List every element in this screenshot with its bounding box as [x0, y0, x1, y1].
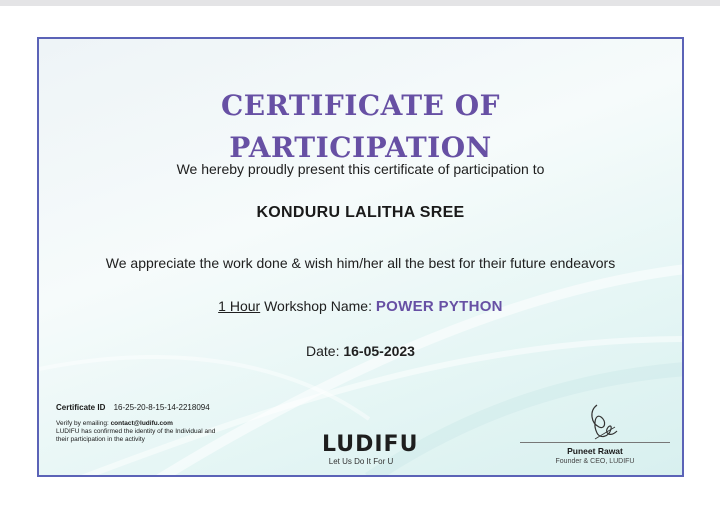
presentation-text: We hereby proudly present this certificate of participation to	[176, 161, 545, 177]
verify-prefix: Verify by emailing:	[56, 420, 109, 427]
workshop-line	[39, 298, 682, 315]
signatory-name: Puneet Rawat	[567, 446, 623, 456]
certificate-id-value: 16-25-20-8-15-14-2218094	[113, 403, 210, 412]
verify-email: contact@ludifu.com	[110, 420, 173, 427]
certificate-title-line1: CERTIFICATE OF	[221, 89, 500, 122]
verify-text: LUDIFU has confirmed the identity of the Individual and their participation in the activity	[56, 428, 216, 443]
workshop-name: POWER PYTHON	[375, 298, 503, 315]
certificate	[37, 37, 684, 477]
recipient-name: KONDURU LALITHA SREE	[256, 204, 465, 221]
workshop-label: Workshop Name:	[264, 298, 372, 314]
date-line	[39, 343, 682, 359]
appreciation-text: We appreciate the work done & wish him/her all the best for their future endeavors	[105, 255, 616, 271]
logo-wordmark: LUDIFU	[322, 432, 419, 457]
certificate-id-label: Certificate ID	[56, 403, 106, 412]
certificate-title-line2: PARTICIPATION	[229, 131, 492, 164]
workshop-duration: 1 Hour	[218, 298, 261, 314]
ludifu-logo	[322, 432, 419, 467]
signature-line	[520, 442, 670, 443]
certificate-id	[56, 403, 210, 412]
verification-note	[56, 420, 216, 444]
top-bar	[0, 0, 720, 6]
signature-icon	[585, 401, 621, 443]
signatory-title: Founder & CEO, LUDIFU	[555, 458, 635, 465]
date-value: 16-05-2023	[343, 343, 415, 359]
date-label: Date:	[306, 343, 340, 359]
logo-tagline: Let Us Do It For U	[328, 457, 394, 466]
